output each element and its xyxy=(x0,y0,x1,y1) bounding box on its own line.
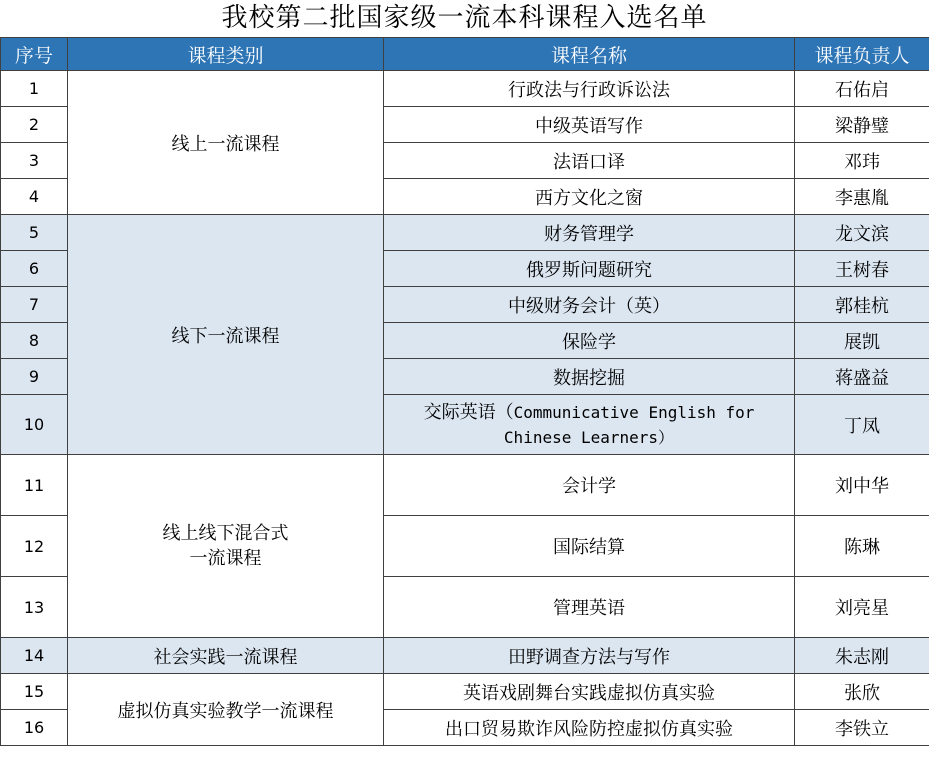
course-name: 中级英语写作 xyxy=(384,107,795,143)
course-name: 国际结算 xyxy=(384,516,795,577)
row-no: 6 xyxy=(1,251,68,287)
table-row xyxy=(1,71,929,107)
course-name-en-line1: Communicative English for xyxy=(513,402,755,422)
course-leader: 王树春 xyxy=(795,251,929,287)
course-leader: 陈琳 xyxy=(795,516,929,577)
category-hybrid-line2: 一流课程 xyxy=(189,548,262,569)
table-header-row xyxy=(1,38,929,71)
course-name: 俄罗斯问题研究 xyxy=(384,251,795,287)
category-virtual: 虚拟仿真实验教学一流课程 xyxy=(68,674,384,746)
row-no: 15 xyxy=(1,674,68,710)
course-name: 财务管理学 xyxy=(384,215,795,251)
course-name: 西方文化之窗 xyxy=(384,179,795,215)
course-name xyxy=(384,395,795,455)
row-no: 5 xyxy=(1,215,68,251)
table-row xyxy=(1,638,929,674)
course-name: 管理英语 xyxy=(384,577,795,638)
row-no: 12 xyxy=(1,516,68,577)
course-name: 会计学 xyxy=(384,455,795,516)
course-leader: 龙文滨 xyxy=(795,215,929,251)
course-leader: 李铁立 xyxy=(795,710,929,746)
category-offline: 线下一流课程 xyxy=(68,215,384,455)
row-no: 4 xyxy=(1,179,68,215)
category-online: 线上一流课程 xyxy=(68,71,384,215)
course-leader: 李惠胤 xyxy=(795,179,929,215)
row-no: 8 xyxy=(1,323,68,359)
course-name: 出口贸易欺诈风险防控虚拟仿真实验 xyxy=(384,710,795,746)
category-hybrid-line1: 线上线下混合式 xyxy=(162,523,289,544)
course-name-en-line2: Chinese Learners） xyxy=(503,427,675,447)
row-no: 10 xyxy=(1,395,68,455)
course-name: 保险学 xyxy=(384,323,795,359)
course-leader: 邓玮 xyxy=(795,143,929,179)
table-row xyxy=(1,215,929,251)
row-no: 14 xyxy=(1,638,68,674)
course-leader: 刘中华 xyxy=(795,455,929,516)
course-leader: 展凯 xyxy=(795,323,929,359)
row-no: 7 xyxy=(1,287,68,323)
course-leader: 石佑启 xyxy=(795,71,929,107)
course-leader: 朱志刚 xyxy=(795,638,929,674)
course-name: 英语戏剧舞台实践虚拟仿真实验 xyxy=(384,674,795,710)
page-title: 我校第二批国家级一流本科课程入选名单 xyxy=(221,3,708,33)
header-no: 序号 xyxy=(1,38,68,71)
course-leader: 蒋盛益 xyxy=(795,359,929,395)
header-leader: 课程负责人 xyxy=(795,38,929,71)
row-no: 13 xyxy=(1,577,68,638)
course-leader: 张欣 xyxy=(795,674,929,710)
category-social: 社会实践一流课程 xyxy=(68,638,384,674)
course-name: 田野调查方法与写作 xyxy=(384,638,795,674)
row-no: 9 xyxy=(1,359,68,395)
row-no: 2 xyxy=(1,107,68,143)
header-course: 课程名称 xyxy=(384,38,795,71)
course-table xyxy=(0,37,929,746)
course-leader: 郭桂杭 xyxy=(795,287,929,323)
category-hybrid xyxy=(68,455,384,638)
course-leader: 丁凤 xyxy=(795,395,929,455)
course-leader: 梁静璧 xyxy=(795,107,929,143)
course-name: 行政法与行政诉讼法 xyxy=(384,71,795,107)
row-no: 16 xyxy=(1,710,68,746)
row-no: 11 xyxy=(1,455,68,516)
table-row xyxy=(1,455,929,516)
header-category: 课程类别 xyxy=(68,38,384,71)
course-name: 中级财务会计（英） xyxy=(384,287,795,323)
course-leader: 刘亮星 xyxy=(795,577,929,638)
course-name: 法语口译 xyxy=(384,143,795,179)
course-name: 数据挖掘 xyxy=(384,359,795,395)
row-no: 3 xyxy=(1,143,68,179)
course-name-cn: 交际英语（ xyxy=(423,401,514,423)
row-no: 1 xyxy=(1,71,68,107)
table-row xyxy=(1,674,929,710)
